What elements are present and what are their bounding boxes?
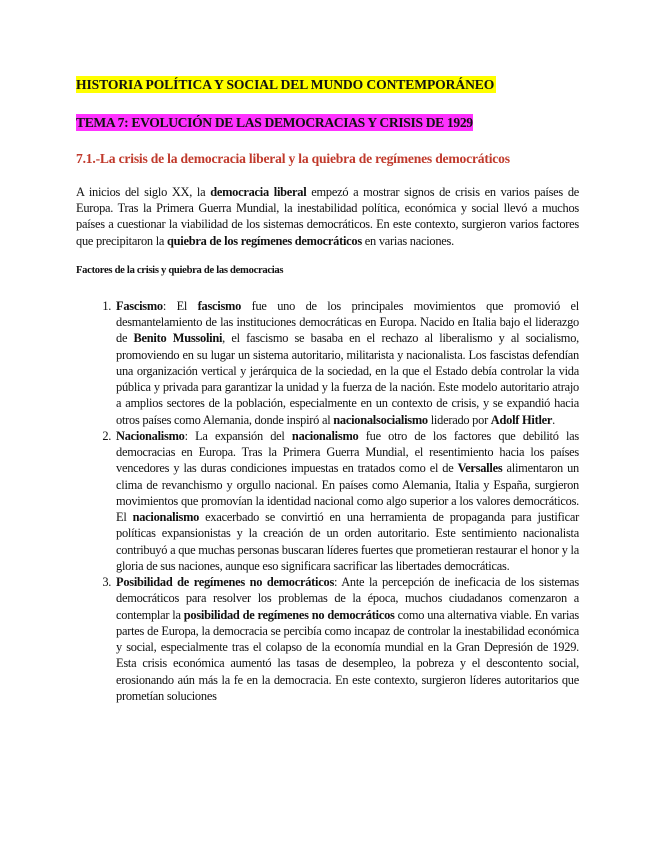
unit-title: TEMA 7: EVOLUCIÓN DE LAS DEMOCRACIAS Y CRISIS DE 1929 — [76, 115, 473, 130]
unit-title-line — [76, 114, 579, 131]
course-title: HISTORIA POLÍTICA Y SOCIAL DEL MUNDO CONTEMPORÁNEO — [76, 77, 495, 92]
section-title: 7.1.-La crisis de la democracia liberal y la quiebra de regímenes democráticos — [76, 151, 510, 166]
list-item-nacionalismo: 2. Nacionalismo: La expansión del nacionalismo fue otro de los factores que debilitó las democracias en Europa. Tras la Primera Guerra Mundial, el resentimiento hacia los países vencedores y las duras condiciones impuestas en tratados como el de Versalles alimentaron un clima de revanchismo y orgullo nacional. En países como Alemania, Italia y España, surgieron movimientos que promovían la identidad nacional como algo superior a los valores democráticos. El nacionalismo exacerbado se convirtió en una herramienta de propaganda para justificar políticas expansionistas y la creación de un orden autoritario. Este sentimiento nacionalista contribuyó a que muchas personas buscaran líderes fuertes que prometieran restaurar el honor y la gloria de sus naciones, aunque eso significara sacrificar las libertades democráticas. — [114, 428, 579, 574]
factors-heading: Factores de la crisis y quiebra de las democracias — [76, 264, 284, 276]
intro-paragraph: A inicios del siglo XX, la democracia liberal empezó a mostrar signos de crisis en varios países de Europa. Tras la Primera Guerra Mundial, la inestabilidad política, económica y social llevó a muchos países a cuestionar la viabilidad de los sistemas democráticos. En este contexto, surgieron varios factores que precipitaron la quiebra de los regímenes democráticos en varias naciones. — [76, 185, 580, 248]
course-title-line — [76, 76, 579, 93]
list-item-regimenes: 3. Posibilidad de regímenes no democráticos: Ante la percepción de ineficacia de los sistemas democráticos para resolver los problemas de la época, muchos ciudadanos comenzaron a contemplar la posibilidad de regímenes no democráticos como una alternativa viable. En varias partes de Europa, la democracia se percibía como incapaz de controlar la inestabilidad económica y social, especialmente tras el colapso de la economía mundial en la Gran Depresión de 1929. Esta crisis económica aumentó las tasas de desempleo, la pobreza y el descontento social, erosionando aún más la fe en la democracia. En este contexto, surgieron líderes autoritarios que prometían soluciones — [114, 574, 579, 704]
list-item-fascismo: 1. Fascismo: El fascismo fue uno de los principales movimientos que promovió el desmantelamiento de las instituciones democráticas en Europa. Nacido en Italia bajo el liderazgo de Benito Mussolini, el fascismo se basaba en el rechazo al liberalismo y al socialismo, promoviendo en su lugar un sistema autoritario, militarista y nacionalista. Los fascistas defendían una organización vertical y jerárquica de la sociedad, en la que el Estado debía controlar la vida pública y privada para garantizar la unidad y la fuerza de la nación. Este modelo autoritario atrajo a amplios sectores de la población, especialmente en un contexto de crisis, y se expandió hacia otros países como Alemania, donde inspiró al nacionalsocialismo liderado por Adolf Hitler. — [114, 298, 579, 428]
factors-list — [76, 298, 579, 704]
